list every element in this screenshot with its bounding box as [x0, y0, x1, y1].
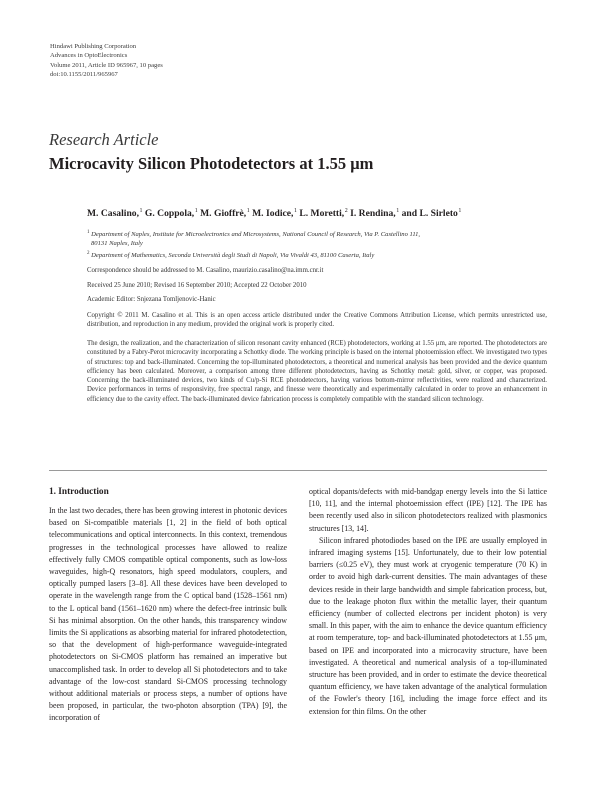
- volume-info: Volume 2011, Article ID 965967, 10 pages: [50, 61, 163, 69]
- author-name: M. Iodice,: [252, 208, 294, 219]
- affiliations: [87, 228, 547, 260]
- author-list: [87, 208, 461, 219]
- affiliation-number: 1: [87, 230, 90, 235]
- affiliation-1: [87, 228, 547, 239]
- author-affiliation-mark: 2: [344, 208, 348, 214]
- article-type: Research Article: [49, 130, 159, 149]
- author-affiliation-mark: 1: [458, 208, 462, 214]
- affiliation-1-continued: 80131 Naples, Italy: [91, 240, 143, 248]
- affiliation-text: Department of Naples, Institute for Microelectronics and Microsystems, National Council of Research, Via P. Castellino 111,: [91, 231, 421, 238]
- body-paragraph: optical dopants/defects with mid-bandgap energy levels into the Si lattice [10, 11], and the internal photoemission effect (IPE) [12]. The IPE has been recently used also in silicon photodetectors realized with plasmonics structures [13, 14].: [309, 487, 547, 533]
- affiliation-number: 2: [87, 250, 90, 256]
- abstract: The design, the realization, and the characterization of silicon resonant cavity enhanced (RCE) photodetectors, working at 1.55 μm, are reported. The photodetectors are constituted by a Fabry-Perot microcavity incorporating a Schottky diode. The working principle is based on the internal photoemission effect. We investigated two types of structures: top and back-illuminated. Concerning the top-illuminated photodetectors, a theoretical and numerical analysis has been provided and the device quantum efficiency has been calculated. Moreover, a comparison among three different photodetectors, having as Schottky metal: gold, silver, or copper, was proposed. Concerning the back-illuminated devices, two kinds of Cu/p-Si RCE photodetectors, having various bottom-mirror reflectivities, were realized and characterized. Device performances in terms of responsivity, free spectral range, and finesse were theoretically and experimentally calculated in order to prove an enhancement in efficiency due to the cavity effect. The back-illuminated device fabrication process is completely compatible with the standard silicon technology.: [87, 340, 547, 403]
- author-name: M. Casalino,: [87, 208, 139, 219]
- academic-editor: Academic Editor: Snjezana Tomljenovic-Hanic: [87, 296, 216, 303]
- journal-name: Advances in OptoElectronics: [50, 52, 128, 60]
- correspondence: Correspondence should be addressed to M. Casalino, maurizio.casalino@na.imm.cnr.it: [87, 267, 324, 274]
- body-paragraph: In the last two decades, there has been growing interest in photonic devices based on Si-compatible materials [1, 2] in the field of both optical telecommunications and optical interconnects. In this context, tremendous progresses in the technological processes have allowed to realize effectively fully CMOS compatible optical components, such as low-loss waveguides, high-Q resonators, high speed modulators, couplers, and optically pumped lasers [3–8]. All these devices have been developed to operate in the wavelength range from the C optical band (1528–1561 nm) to the L optical band (1561–1620 nm) where the defect-free intrinsic bulk Si has minimal absorption. On the other hands, this transparency window limits the Si applications as absorbing material for infrared photodetection, so that the development of high-performance waveguide-integrated photodetectors on Si-CMOS platform has remained an imperative but unaccomplished task. In order to develop all Si photodetectors and to take advantage of the low-cost standard Si-CMOS processing technology without additional materials or process steps, a number of options have been proposed, in particular, the two-photon absorption (TPA) [9], the incorporation of: [49, 506, 287, 723]
- author-name: L. Moretti,: [299, 208, 345, 219]
- author-affiliation-mark: 1: [139, 208, 143, 214]
- author-name: and L. Sirleto: [401, 208, 458, 219]
- copyright-notice: Copyright © 2011 M. Casalino et al. This is an open access article distributed under the Creative Commons Attribution License, which permits unrestricted use, distribution, and reproduction in any medium, provided the original work is properly cited.: [87, 312, 547, 329]
- doi: doi:10.1155/2011/965967: [50, 70, 118, 78]
- author-affiliation-mark: 1: [293, 208, 297, 214]
- journal-header: [50, 42, 163, 79]
- section-divider: [49, 470, 547, 471]
- author-affiliation-mark: 1: [246, 208, 250, 214]
- article-dates: Received 25 June 2010; Revised 16 September 2010; Accepted 22 October 2010: [87, 282, 307, 289]
- author-name: M. Gioffrè,: [200, 208, 247, 219]
- article-title: Microcavity Silicon Photodetectors at 1.55 μm: [49, 154, 374, 173]
- affiliation-2: [87, 249, 547, 260]
- author-name: G. Coppola,: [144, 208, 195, 219]
- left-column: [49, 486, 287, 725]
- affiliation-text: Department of Mathematics, Seconda Università degli Studi di Napoli, Via Vivaldi 43, 81100 Caserta, Italy: [91, 251, 375, 259]
- publisher-name: Hindawi Publishing Corporation: [50, 43, 137, 50]
- body-paragraph: Silicon infrared photodiodes based on the IPE are usually employed in infrared imaging systems [15]. Unfortunately, due to their low potential barriers (≤0.25 eV), they must work at cryogenic temperature (70 K) in order to avoid high dark-current densities. The main advantages of these devices reside in their large bandwidth and simple fabrication process, but, due to the leakage photon flux within the metallic layer, their quantum efficiency (number of collected electrons per incident photon) is very small. In this paper, with the aim to enhance the device quantum efficiency at room temperature, top- and back-illuminated photodetectors at 1.55 μm, based on IPE and incorporated into a microcavity structure, have been investigated. A theoretical and numerical analysis of a top-illuminated structure has been provided, and in order to estimate the device theoretical quantum efficiency, we have taken advantage of the analytical formulation of the Fowler's theory [16], including the image force effect and its extension for thin films. On the other: [309, 535, 547, 716]
- author-affiliation-mark: 1: [396, 208, 400, 214]
- author-name: I. Rendina,: [350, 208, 396, 219]
- section-heading-introduction: 1. Introduction: [49, 487, 109, 497]
- author-affiliation-mark: 1: [194, 208, 198, 214]
- right-column: [309, 486, 547, 718]
